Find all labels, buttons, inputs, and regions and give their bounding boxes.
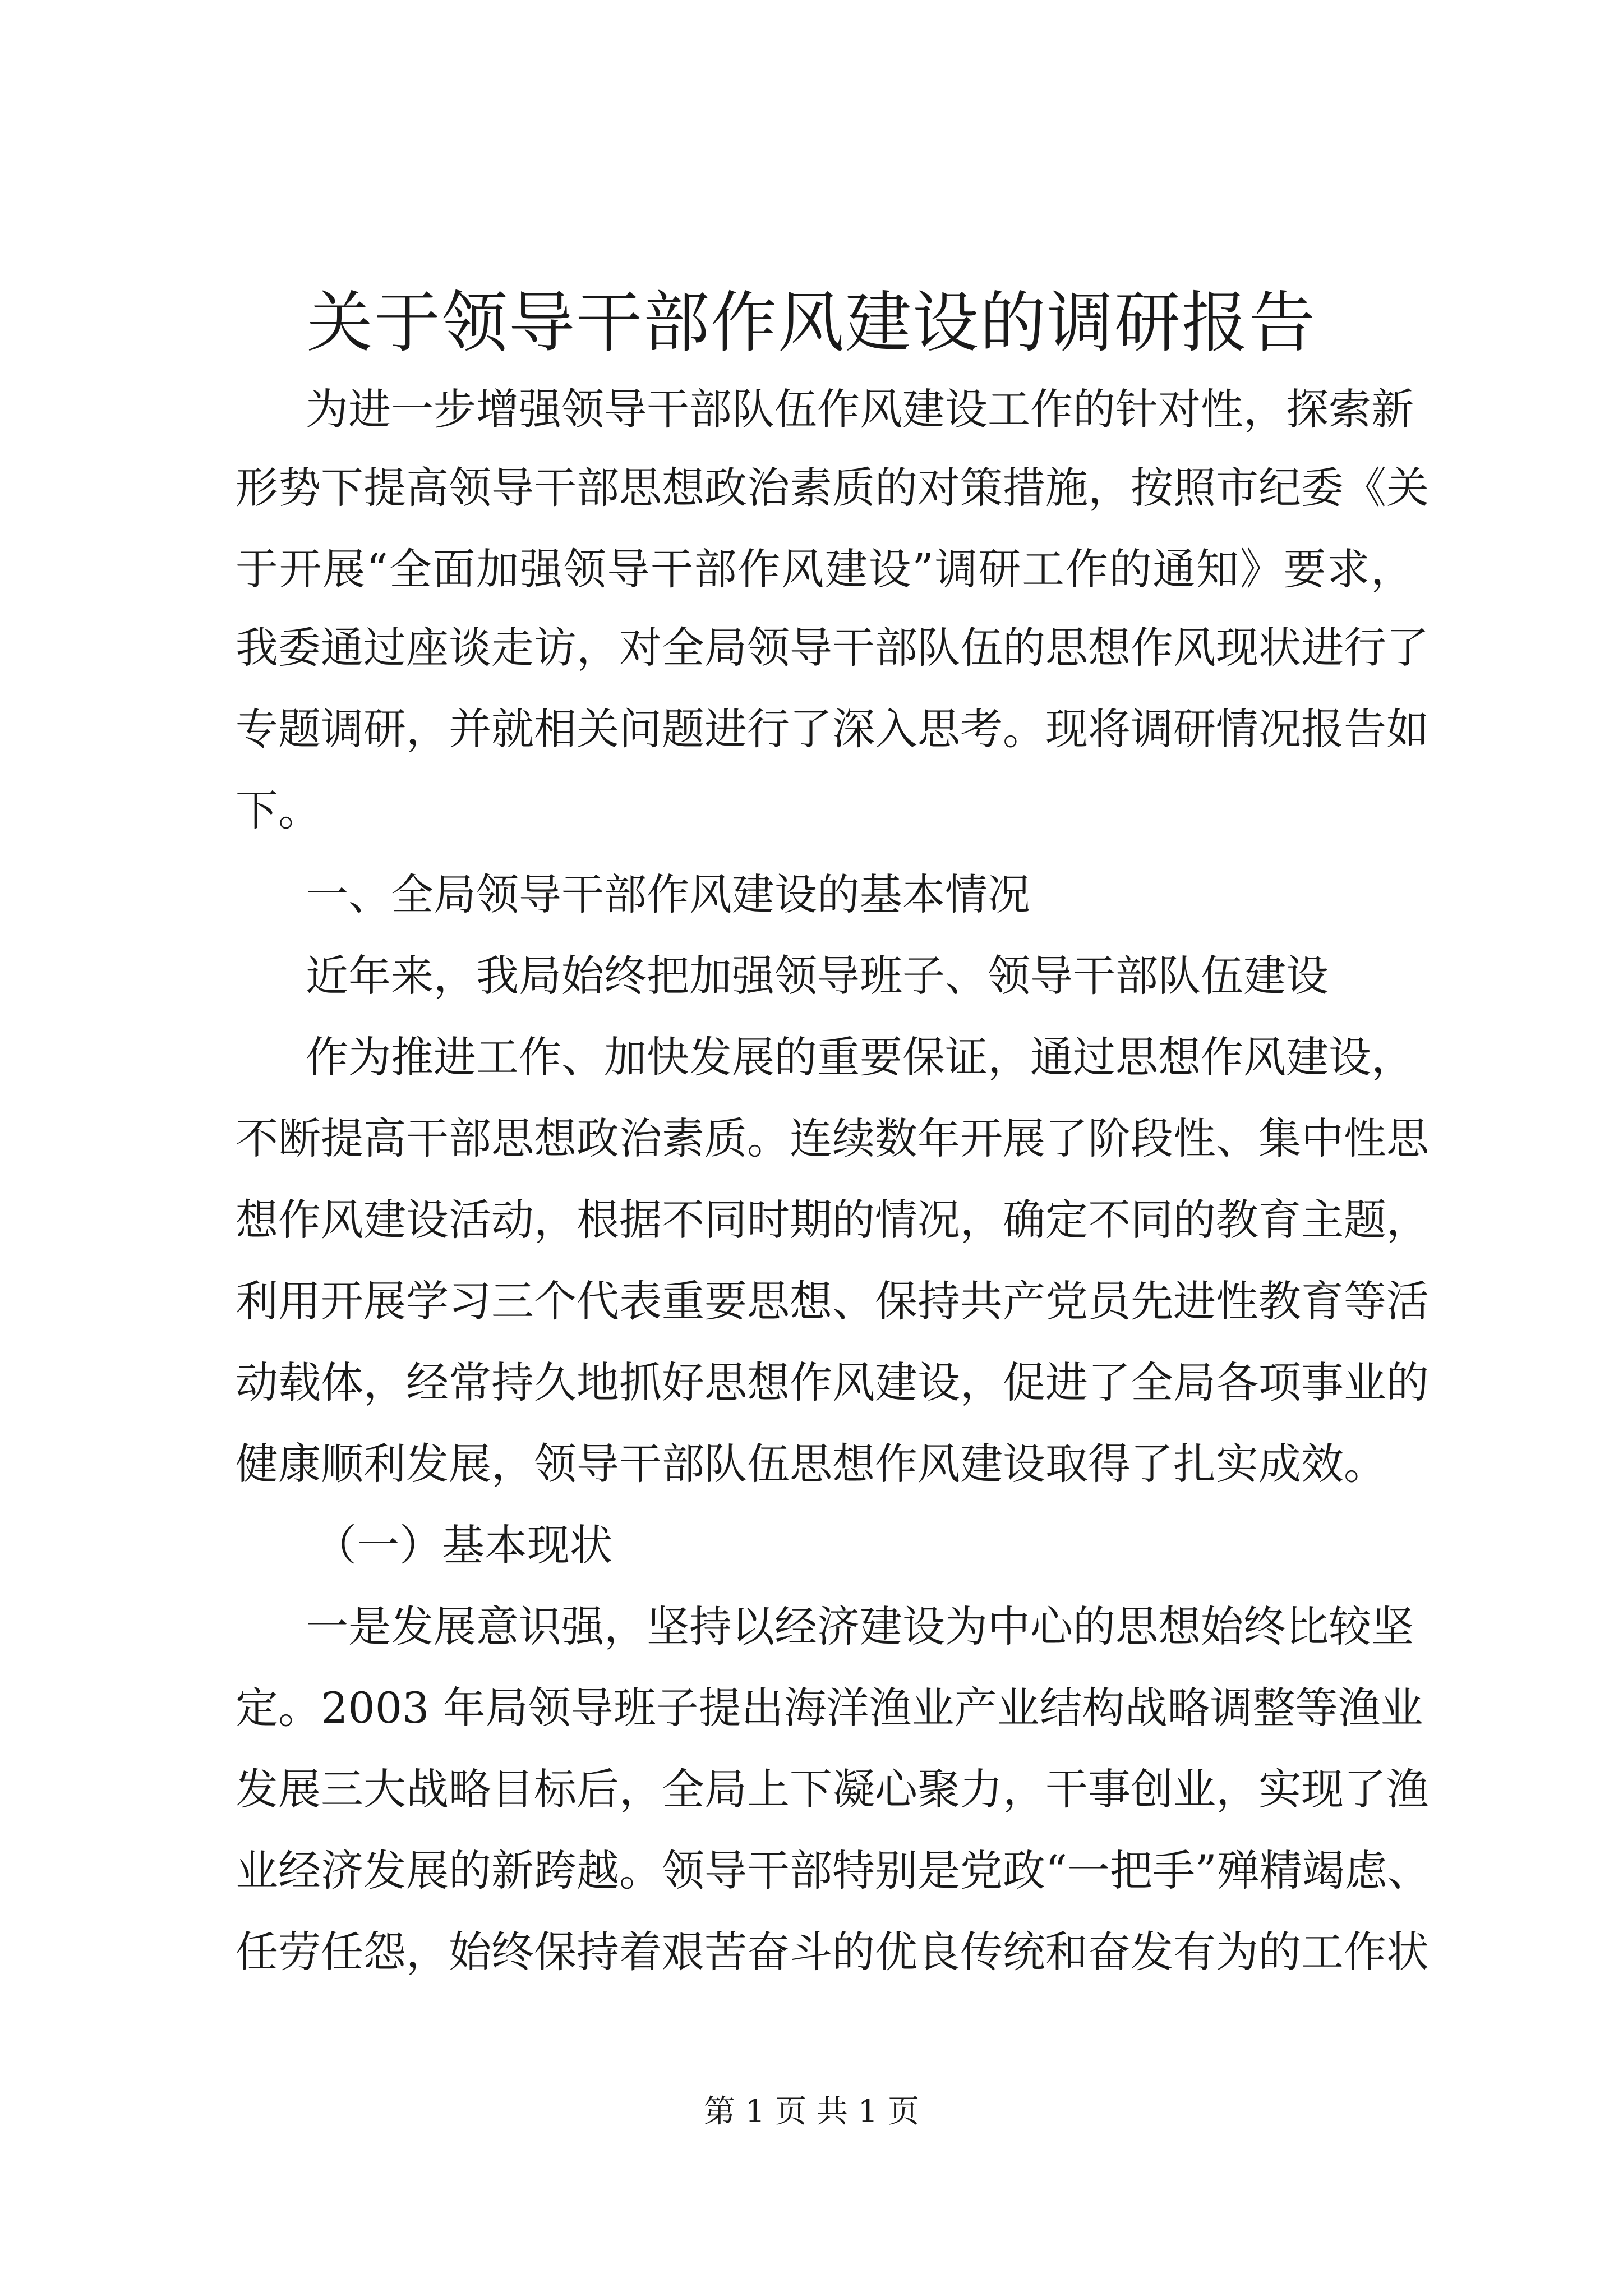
paragraph-line-14: 一是发展意识强，坚持以经济建设为中心的思想始终比较坚 [306, 1602, 1414, 1651]
paragraph-line-13: 健康顺利发展，领导干部队伍思想作风建设取得了扎实成效。 [236, 1439, 1386, 1489]
paragraph-line-6: 下。 [236, 785, 321, 835]
paragraph-line-2: 形势下提高领导干部思想政治素质的对策措施，按照市纪委《关 [236, 463, 1429, 513]
document-title: 关于领导干部作风建设的调研报告 [306, 284, 1316, 361]
paragraph-line-18: 任劳任怨，始终保持着艰苦奋斗的优良传统和奋发有为的工作状 [236, 1927, 1429, 1977]
paragraph-line-17: 业经济发展的新跨越。领导干部特别是党政“一把手”殚精竭虑、 [236, 1846, 1430, 1895]
subsection-heading-1: （一）基本现状 [314, 1520, 612, 1570]
paragraph-line-1: 为进一步增强领导干部队伍作风建设工作的针对性，探索新 [306, 384, 1414, 434]
paragraph-line-15: 定。2003 年局领导班子提出海洋渔业产业结构战略调整等渔业 [236, 1683, 1423, 1733]
paragraph-line-10: 想作风建设活动，根据不同时期的情况，确定不同的教育主题， [236, 1195, 1429, 1245]
paragraph-line-5: 专题调研，并就相关问题进行了深入思考。现将调研情况报告如 [236, 704, 1429, 754]
paragraph-line-7: 近年来，我局始终把加强领导班子、领导干部队伍建设 [306, 951, 1329, 1001]
section-heading-1: 一、全局领导干部作风建设的基本情况 [306, 869, 1030, 919]
page-number-footer: 第 1 页 共 1 页 [703, 2093, 920, 2130]
paragraph-line-3: 于开展“全面加强领导干部作风建设”调研工作的通知》要求， [236, 544, 1413, 594]
paragraph-line-16: 发展三大战略目标后，全局上下凝心聚力，干事创业，实现了渔 [236, 1764, 1429, 1814]
paragraph-line-4: 我委通过座谈走访，对全局领导干部队伍的思想作风现状进行了 [236, 623, 1429, 673]
paragraph-line-11: 利用开展学习三个代表重要思想、保持共产党员先进性教育等活 [236, 1276, 1429, 1326]
paragraph-line-9: 不断提高干部思想政治素质。连续数年开展了阶段性、集中性思 [236, 1114, 1429, 1163]
paragraph-line-12: 动载体，经常持久地抓好思想作风建设，促进了全局各项事业的 [236, 1358, 1429, 1407]
paragraph-line-8: 作为推进工作、加快发展的重要保证，通过思想作风建设， [306, 1032, 1414, 1082]
